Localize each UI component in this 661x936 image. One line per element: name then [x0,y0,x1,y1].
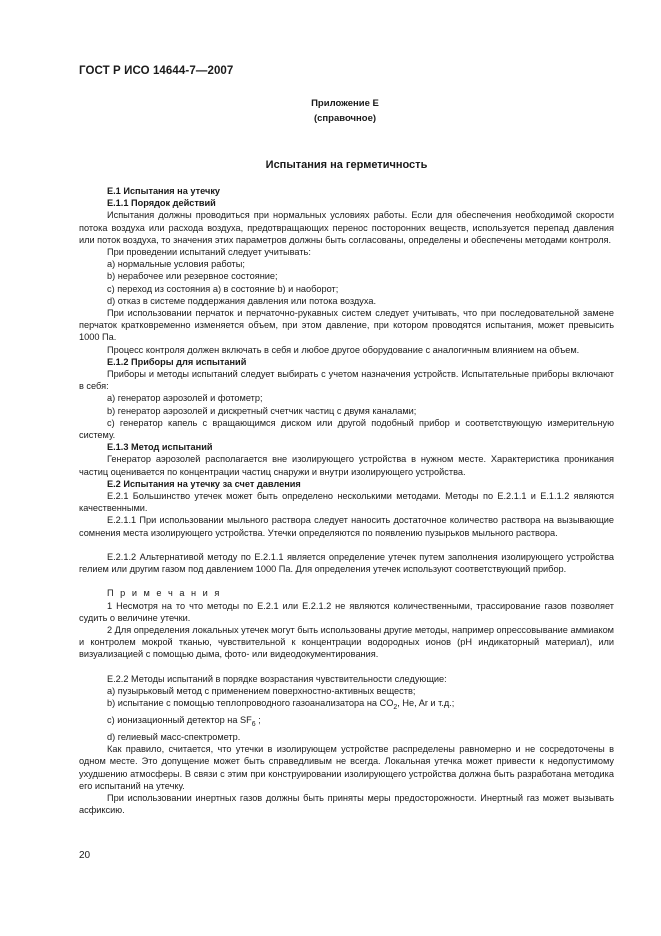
list-item: a) нормальные условия работы; [107,259,245,270]
subscript: 6 [251,720,256,728]
annex-label: Приложение Е [311,98,379,109]
list-item-text: ; [255,714,261,725]
note-item: 2 Для определения локальных утечек могут быть использованы другие методы, например опрессовывание аммиаком и контролем мокрой тканью, чувствительной к концентрации водородных ионов (pH индикаторный материал), или визуализацией с помощью дыма, фото- или видеодокументирования. [79,624,615,660]
list-item: c) переход из состояния a) в состояние b) и наоборот; [107,283,339,294]
section-heading-e111: Е.1.1 Порядок действий [107,198,216,209]
document-body [79,185,614,816]
list-item: d) отказ в системе поддержания давления или потока воздуха. [107,295,376,306]
spacer [79,575,614,587]
paragraph: При использовании перчаток и перчаточно-рукавных систем следует учитывать, что при последовательной замене перчаток кратковременно изменяется объем, при этом давление, при котором проводятся испытания, может превысить 1000 Па. [79,308,614,343]
page-number: 20 [79,850,91,861]
list-item: d) гелиевый масс-спектрометр. [107,731,241,742]
list-item-text: b) испытание с помощью теплопроводного газоанализатора на CO [107,697,394,708]
list-item: b) генератор аэрозолей и дискретный счетчик частиц с двумя каналами; [107,405,417,416]
section-heading-e2: Е.2 Испытания на утечку за счет давления [107,478,301,489]
paragraph: При использовании инертных газов должны быть приняты меры предосторожности. Инертный газ может вызывать асфиксию. [79,793,614,816]
spacer [79,661,614,673]
paragraph: Испытания должны проводиться при нормальных условиях работы. Если для обеспечения необходимой скорости потока воздуха или расхода воздуха, предотвращающих перенос посторонних веществ, используется перепад давления или поток воздуха, то значения этих параметров должны быть согласованы, определены и обеспечены методами контроля. [79,210,614,245]
note-item: 1 Несмотря на то что методы по Е.2.1 или Е.2.1.2 не являются количественными, трассирование газов позволяет судить о величине утечки. [79,600,614,623]
paragraph: Е.2.1 Большинство утечек может быть определено несколькими методами. Методы по Е.2.1.1 и Е.1.1.2 являются качественными. [79,491,614,514]
list-item: a) генератор аэрозолей и фотометр; [107,393,263,404]
list-item: b) нерабочее или резервное состояние; [107,271,278,282]
spacer [79,539,614,551]
paragraph: Приборы и методы испытаний следует выбирать с учетом назначения устройств. Испытательные приборы включают в себя: [79,369,614,392]
paragraph: Как правило, считается, что утечки в изолирующем устройстве распределены равномерно и не сосредоточены в одном месте. Это допущение может быть справедливым не всегда. Локальная утечка может привести к недопустимому ухудшению атмосферы. В связи с этим при конструировании изолирующего устройства должна быть разработана методика его испытаний на утечку. [79,744,614,791]
list-item: c) генератор капель с вращающимся диском или другой подобный прибор и соответствующую измерительную систему. [79,417,614,441]
list-item-text: , He, Ar и т.д.; [397,697,455,708]
paragraph: При проведении испытаний следует учитывать: [107,247,311,258]
subscript: 2 [393,703,398,711]
paragraph: Процесс контроля должен включать в себя и любое другое оборудование с аналогичным влиянием на объем. [107,344,580,355]
annex-title: Испытания на герметичность [265,159,428,171]
notes-heading: П р и м е ч а н и я [107,588,222,599]
paragraph: Е.2.2 Методы испытаний в порядке возрастания чувствительности следующие: [107,673,447,684]
list-item-text: c) ионизационный детектор на SF [107,714,252,725]
paragraph: Е.2.1.1 При использовании мыльного раствора следует наносить достаточное количество раствора на вызывающие сомнения места изолирующего устройства. Утечки определяются по появлению пузырьков мыльного раствора. [79,515,614,538]
standard-header: ГОСТ Р ИСО 14644-7—2007 [79,65,234,77]
annex-type: (справочное) [313,113,377,124]
list-item [79,697,614,714]
section-heading-e113: Е.1.3 Метод испытаний [107,442,213,453]
paragraph: Генератор аэрозолей располагается вне изолирующего устройства в нужном месте. Характеристика проникания частиц оценивается по концентрации частиц снаружи и внутри изолирующего устройства. [79,454,614,477]
paragraph: Е.2.1.2 Альтернативой методу по Е.2.1.1 является определение утечек путем заполнения изолирующего устройства гелием или другим газом под давлением 1000 Па. Для определения утечек используют соответствующий прибор. [79,551,614,575]
annex-block [300,96,390,126]
section-heading-e1: Е.1 Испытания на утечку [107,186,221,196]
list-item [79,714,614,731]
list-item: a) пузырьковый метод с применением поверхностно-активных веществ; [107,685,416,696]
section-heading-e112: Е.1.2 Приборы для испытаний [107,356,247,367]
